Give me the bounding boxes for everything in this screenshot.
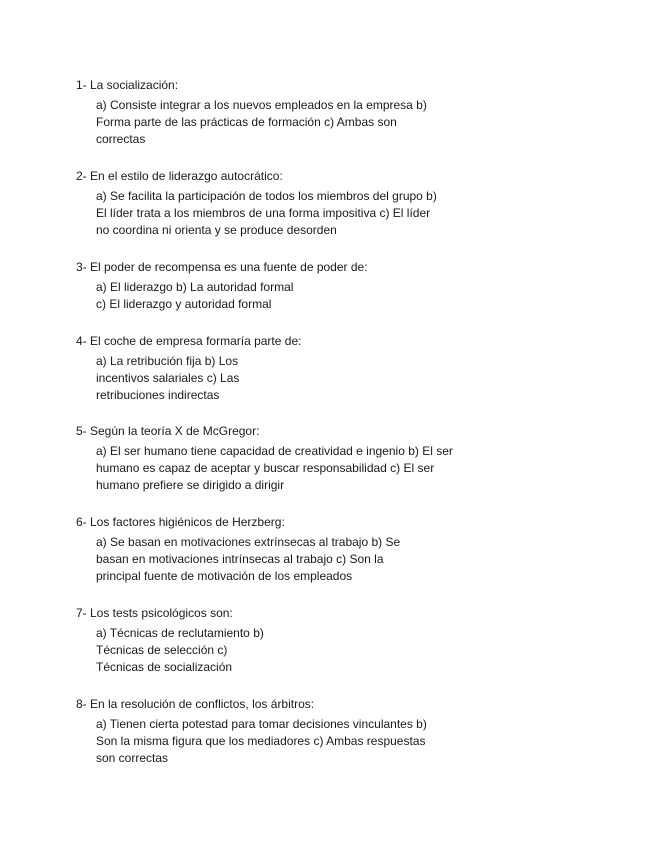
option-line: principal fuente de motivación de los empleados xyxy=(96,569,353,583)
question-title: 3- El poder de recompensa es una fuente de poder de: xyxy=(76,260,368,274)
question-title: 4- El coche de empresa formaría parte de: xyxy=(76,334,302,348)
option-line: a) Técnicas de reclutamiento b) xyxy=(96,626,264,640)
question-title: 8- En la resolución de conflictos, los árbitros: xyxy=(76,697,315,711)
question-title: 2- En el estilo de liderazgo autocrático: xyxy=(76,169,283,183)
option-line: basan en motivaciones intrínsecas al trabajo c) Son la xyxy=(96,552,384,566)
option-line: retribuciones indirectas xyxy=(96,388,220,402)
option-line: correctas xyxy=(96,132,146,146)
question-options xyxy=(96,534,655,585)
question-6 xyxy=(76,514,655,585)
question-1 xyxy=(76,77,655,148)
option-line: El líder trata a los miembros de una forma impositiva c) El líder xyxy=(96,206,431,220)
question-7 xyxy=(76,605,655,676)
option-line: incentivos salariales c) Las xyxy=(96,371,240,385)
option-line: a) Se facilita la participación de todos los miembros del grupo b) xyxy=(96,189,437,203)
question-options xyxy=(96,188,655,239)
question-5 xyxy=(76,423,655,494)
option-line: c) El liderazgo y autoridad formal xyxy=(96,297,272,311)
option-line: son correctas xyxy=(96,751,169,765)
question-options xyxy=(96,97,655,148)
option-line: a) Tienen cierta potestad para tomar decisiones vinculantes b) xyxy=(96,717,427,731)
question-title: 6- Los factores higiénicos de Herzberg: xyxy=(76,515,285,529)
question-title: 5- Según la teoría X de McGregor: xyxy=(76,424,260,438)
option-line: Forma parte de las prácticas de formación c) Ambas son xyxy=(96,115,397,129)
option-line: a) La retribución fija b) Los xyxy=(96,354,239,368)
question-title: 7- Los tests psicológicos son: xyxy=(76,606,233,620)
question-2 xyxy=(76,168,655,239)
option-line: a) Se basan en motivaciones extrínsecas al trabajo b) Se xyxy=(96,535,401,549)
option-line: a) El ser humano tiene capacidad de creatividad e ingenio b) El ser xyxy=(96,444,453,458)
question-options xyxy=(96,353,655,404)
option-line: no coordina ni orienta y se produce desorden xyxy=(96,223,337,237)
option-line: Son la misma figura que los mediadores c) Ambas respuestas xyxy=(96,734,426,748)
option-line: a) Consiste integrar a los nuevos empleados en la empresa b) xyxy=(96,98,427,112)
question-title: 1- La socialización: xyxy=(76,78,179,92)
option-line: Técnicas de selección c) xyxy=(96,643,228,657)
question-options xyxy=(96,716,655,767)
question-options xyxy=(96,443,655,494)
question-3 xyxy=(76,259,655,313)
question-8 xyxy=(76,696,655,767)
option-line: humano prefiere se dirigido a dirigir xyxy=(96,478,285,492)
option-line: a) El liderazgo b) La autoridad formal xyxy=(96,280,294,294)
option-line: Técnicas de socialización xyxy=(96,660,233,674)
question-options xyxy=(96,625,655,676)
question-options xyxy=(96,279,655,313)
option-line: humano es capaz de aceptar y buscar responsabilidad c) El ser xyxy=(96,461,435,475)
question-4 xyxy=(76,333,655,404)
